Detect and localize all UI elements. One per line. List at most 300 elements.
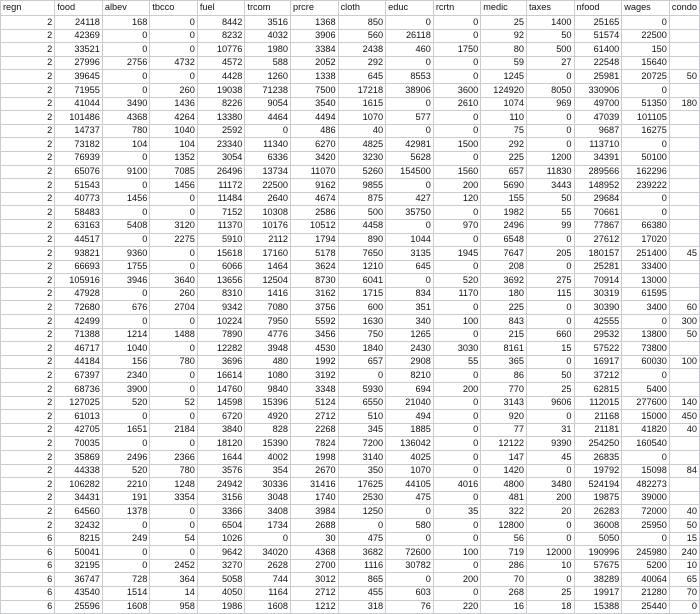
cell-albev[interactable]: 1378 xyxy=(102,505,149,519)
cell-prcre[interactable]: 8730 xyxy=(291,274,339,288)
cell-medic[interactable]: 56 xyxy=(481,532,527,546)
cell-wages[interactable]: 3400 xyxy=(622,301,670,315)
cell-prcre[interactable]: 5178 xyxy=(291,247,339,261)
cell-regn[interactable]: 6 xyxy=(1,532,55,546)
cell-rcrtn[interactable]: 220 xyxy=(433,600,480,614)
cell-tbcco[interactable]: 364 xyxy=(150,573,197,587)
cell-food[interactable]: 71955 xyxy=(55,83,103,97)
cell-regn[interactable]: 2 xyxy=(1,491,55,505)
cell-condo[interactable] xyxy=(669,124,699,138)
cell-condo[interactable]: 45 xyxy=(669,247,699,261)
cell-albev[interactable]: 0 xyxy=(102,43,149,57)
cell-regn[interactable]: 2 xyxy=(1,315,55,329)
cell-taxes[interactable]: 50 xyxy=(526,29,574,43)
cell-wages[interactable]: 0 xyxy=(622,16,670,30)
cell-tbcco[interactable]: 0 xyxy=(150,192,197,206)
cell-taxes[interactable]: 12000 xyxy=(526,546,574,560)
cell-nfood[interactable]: 113710 xyxy=(574,138,622,152)
cell-fuel[interactable]: 11172 xyxy=(197,179,245,193)
cell-fuel[interactable]: 1026 xyxy=(197,532,245,546)
cell-tbcco[interactable]: 0 xyxy=(150,43,197,57)
cell-trcom[interactable]: 3948 xyxy=(245,342,291,356)
cell-condo[interactable] xyxy=(669,437,699,451)
cell-wages[interactable]: 0 xyxy=(622,192,670,206)
cell-albev[interactable]: 156 xyxy=(102,355,149,369)
cell-albev[interactable]: 0 xyxy=(102,70,149,84)
cell-regn[interactable]: 2 xyxy=(1,287,55,301)
cell-cloth[interactable]: 865 xyxy=(338,573,386,587)
cell-regn[interactable]: 2 xyxy=(1,124,55,138)
cell-medic[interactable]: 75 xyxy=(481,124,527,138)
cell-condo[interactable] xyxy=(669,111,699,125)
cell-educ[interactable]: 0 xyxy=(386,274,434,288)
cell-taxes[interactable]: 31 xyxy=(526,423,574,437)
cell-educ[interactable]: 0 xyxy=(386,532,434,546)
cell-condo[interactable] xyxy=(669,179,699,193)
cell-fuel[interactable]: 5910 xyxy=(197,233,245,247)
cell-nfood[interactable]: 25981 xyxy=(574,70,622,84)
cell-prcre[interactable]: 31416 xyxy=(291,478,339,492)
cell-trcom[interactable]: 71238 xyxy=(245,83,291,97)
cell-nfood[interactable]: 57522 xyxy=(574,342,622,356)
cell-food[interactable]: 44517 xyxy=(55,233,103,247)
cell-fuel[interactable]: 6504 xyxy=(197,518,245,532)
cell-rcrtn[interactable]: 0 xyxy=(433,233,480,247)
cell-trcom[interactable]: 17160 xyxy=(245,247,291,261)
cell-medic[interactable]: 3692 xyxy=(481,274,527,288)
cell-medic[interactable]: 920 xyxy=(481,410,527,424)
cell-tbcco[interactable]: 0 xyxy=(150,16,197,30)
cell-nfood[interactable]: 21168 xyxy=(574,410,622,424)
column-header-albev[interactable]: albev xyxy=(102,1,149,16)
cell-trcom[interactable]: 1464 xyxy=(245,260,291,274)
column-header-medic[interactable]: medic xyxy=(481,1,527,16)
cell-educ[interactable]: 1885 xyxy=(386,423,434,437)
cell-tbcco[interactable]: 2452 xyxy=(150,559,197,573)
cell-trcom[interactable]: 7950 xyxy=(245,315,291,329)
cell-rcrtn[interactable]: 1945 xyxy=(433,247,480,261)
cell-fuel[interactable]: 14598 xyxy=(197,396,245,410)
cell-nfood[interactable]: 148952 xyxy=(574,179,622,193)
cell-nfood[interactable]: 77867 xyxy=(574,219,622,233)
cell-regn[interactable]: 2 xyxy=(1,233,55,247)
cell-fuel[interactable]: 4050 xyxy=(197,586,245,600)
cell-nfood[interactable]: 47039 xyxy=(574,111,622,125)
cell-prcre[interactable]: 486 xyxy=(291,124,339,138)
cell-regn[interactable]: 2 xyxy=(1,355,55,369)
cell-tbcco[interactable]: 260 xyxy=(150,83,197,97)
cell-trcom[interactable]: 34020 xyxy=(245,546,291,560)
cell-trcom[interactable]: 15390 xyxy=(245,437,291,451)
cell-condo[interactable] xyxy=(669,206,699,220)
cell-food[interactable]: 64560 xyxy=(55,505,103,519)
cell-rcrtn[interactable]: 1170 xyxy=(433,287,480,301)
cell-cloth[interactable]: 40 xyxy=(338,124,386,138)
cell-educ[interactable]: 351 xyxy=(386,301,434,315)
cell-fuel[interactable]: 2592 xyxy=(197,124,245,138)
cell-educ[interactable]: 603 xyxy=(386,586,434,600)
cell-food[interactable]: 58483 xyxy=(55,206,103,220)
cell-prcre[interactable]: 5124 xyxy=(291,396,339,410)
cell-taxes[interactable]: 3443 xyxy=(526,179,574,193)
cell-wages[interactable]: 0 xyxy=(622,451,670,465)
cell-tbcco[interactable]: 3120 xyxy=(150,219,197,233)
cell-taxes[interactable]: 15 xyxy=(526,342,574,356)
cell-rcrtn[interactable]: 4016 xyxy=(433,478,480,492)
cell-food[interactable]: 106282 xyxy=(55,478,103,492)
cell-albev[interactable]: 520 xyxy=(102,464,149,478)
cell-nfood[interactable]: 29684 xyxy=(574,192,622,206)
cell-rcrtn[interactable]: 3030 xyxy=(433,342,480,356)
cell-regn[interactable]: 2 xyxy=(1,206,55,220)
cell-condo[interactable]: 84 xyxy=(669,464,699,478)
cell-albev[interactable]: 4368 xyxy=(102,111,149,125)
cell-albev[interactable]: 0 xyxy=(102,206,149,220)
cell-albev[interactable]: 3900 xyxy=(102,383,149,397)
cell-educ[interactable]: 0 xyxy=(386,97,434,111)
cell-prcre[interactable]: 3348 xyxy=(291,383,339,397)
cell-trcom[interactable]: 1608 xyxy=(245,600,291,614)
cell-prcre[interactable]: 2052 xyxy=(291,56,339,70)
cell-educ[interactable]: 3135 xyxy=(386,247,434,261)
cell-condo[interactable]: 15 xyxy=(669,532,699,546)
cell-tbcco[interactable]: 1248 xyxy=(150,478,197,492)
cell-fuel[interactable]: 26496 xyxy=(197,165,245,179)
cell-medic[interactable]: 86 xyxy=(481,369,527,383)
cell-wages[interactable]: 25440 xyxy=(622,600,670,614)
cell-rcrtn[interactable]: 0 xyxy=(433,56,480,70)
cell-educ[interactable]: 0 xyxy=(386,573,434,587)
cell-educ[interactable]: 4025 xyxy=(386,451,434,465)
cell-condo[interactable]: 50 xyxy=(669,70,699,84)
cell-tbcco[interactable]: 958 xyxy=(150,600,197,614)
cell-medic[interactable]: 7647 xyxy=(481,247,527,261)
cell-fuel[interactable]: 13380 xyxy=(197,111,245,125)
cell-taxes[interactable]: 10 xyxy=(526,559,574,573)
cell-trcom[interactable]: 13734 xyxy=(245,165,291,179)
cell-albev[interactable]: 0 xyxy=(102,233,149,247)
cell-medic[interactable]: 268 xyxy=(481,586,527,600)
cell-wages[interactable]: 13000 xyxy=(622,274,670,288)
cell-fuel[interactable]: 3576 xyxy=(197,464,245,478)
column-header-rcrtn[interactable]: rcrtn xyxy=(433,1,480,16)
cell-trcom[interactable]: 22500 xyxy=(245,179,291,193)
cell-tbcco[interactable]: 4264 xyxy=(150,111,197,125)
cell-educ[interactable]: 0 xyxy=(386,124,434,138)
cell-wages[interactable]: 22500 xyxy=(622,29,670,43)
cell-regn[interactable]: 6 xyxy=(1,586,55,600)
cell-educ[interactable]: 0 xyxy=(386,56,434,70)
cell-educ[interactable]: 0 xyxy=(386,219,434,233)
cell-wages[interactable]: 0 xyxy=(622,138,670,152)
cell-rcrtn[interactable]: 100 xyxy=(433,546,480,560)
cell-prcre[interactable]: 2586 xyxy=(291,206,339,220)
cell-tbcco[interactable]: 0 xyxy=(150,29,197,43)
cell-educ[interactable]: 0 xyxy=(386,179,434,193)
cell-prcre[interactable]: 2712 xyxy=(291,586,339,600)
cell-prcre[interactable]: 3624 xyxy=(291,260,339,274)
cell-rcrtn[interactable]: 200 xyxy=(433,179,480,193)
cell-regn[interactable]: 2 xyxy=(1,410,55,424)
column-header-nfood[interactable]: nfood xyxy=(574,1,622,16)
cell-fuel[interactable]: 18120 xyxy=(197,437,245,451)
cell-medic[interactable]: 92 xyxy=(481,29,527,43)
cell-food[interactable]: 72680 xyxy=(55,301,103,315)
cell-cloth[interactable]: 2438 xyxy=(338,43,386,57)
cell-nfood[interactable]: 5050 xyxy=(574,532,622,546)
cell-wages[interactable]: 5200 xyxy=(622,559,670,573)
cell-taxes[interactable]: 0 xyxy=(526,355,574,369)
cell-albev[interactable]: 0 xyxy=(102,315,149,329)
cell-albev[interactable]: 1040 xyxy=(102,342,149,356)
cell-taxes[interactable]: 0 xyxy=(526,260,574,274)
cell-medic[interactable]: 80 xyxy=(481,43,527,57)
cell-rcrtn[interactable]: 0 xyxy=(433,369,480,383)
cell-trcom[interactable]: 3048 xyxy=(245,491,291,505)
cell-educ[interactable]: 580 xyxy=(386,518,434,532)
cell-fuel[interactable]: 14760 xyxy=(197,383,245,397)
cell-educ[interactable]: 35750 xyxy=(386,206,434,220)
cell-tbcco[interactable]: 2184 xyxy=(150,423,197,437)
cell-regn[interactable]: 2 xyxy=(1,111,55,125)
cell-condo[interactable] xyxy=(669,56,699,70)
cell-trcom[interactable]: 10308 xyxy=(245,206,291,220)
cell-food[interactable]: 24118 xyxy=(55,16,103,30)
cell-wages[interactable]: 245980 xyxy=(622,546,670,560)
column-header-educ[interactable]: educ xyxy=(386,1,434,16)
cell-wages[interactable]: 150 xyxy=(622,43,670,57)
cell-fuel[interactable]: 4572 xyxy=(197,56,245,70)
cell-fuel[interactable]: 11484 xyxy=(197,192,245,206)
cell-rcrtn[interactable]: 970 xyxy=(433,219,480,233)
column-header-food[interactable]: food xyxy=(55,1,103,16)
cell-regn[interactable]: 2 xyxy=(1,518,55,532)
cell-rcrtn[interactable]: 0 xyxy=(433,518,480,532)
cell-educ[interactable]: 5628 xyxy=(386,151,434,165)
cell-medic[interactable]: 286 xyxy=(481,559,527,573)
cell-taxes[interactable]: 0 xyxy=(526,124,574,138)
cell-nfood[interactable]: 26283 xyxy=(574,505,622,519)
cell-trcom[interactable]: 12504 xyxy=(245,274,291,288)
cell-regn[interactable]: 2 xyxy=(1,451,55,465)
cell-condo[interactable]: 50 xyxy=(669,518,699,532)
cell-fuel[interactable]: 24942 xyxy=(197,478,245,492)
cell-cloth[interactable]: 3230 xyxy=(338,151,386,165)
cell-medic[interactable]: 225 xyxy=(481,301,527,315)
cell-nfood[interactable]: 21181 xyxy=(574,423,622,437)
cell-condo[interactable]: 100 xyxy=(669,355,699,369)
cell-tbcco[interactable]: 0 xyxy=(150,546,197,560)
cell-taxes[interactable]: 660 xyxy=(526,328,574,342)
cell-fuel[interactable]: 7152 xyxy=(197,206,245,220)
cell-nfood[interactable]: 289566 xyxy=(574,165,622,179)
cell-tbcco[interactable]: 54 xyxy=(150,532,197,546)
cell-prcre[interactable]: 3420 xyxy=(291,151,339,165)
cell-tbcco[interactable]: 0 xyxy=(150,206,197,220)
cell-food[interactable]: 34431 xyxy=(55,491,103,505)
cell-prcre[interactable]: 1368 xyxy=(291,16,339,30)
cell-tbcco[interactable]: 1436 xyxy=(150,97,197,111)
cell-condo[interactable]: 300 xyxy=(669,315,699,329)
cell-tbcco[interactable]: 0 xyxy=(150,518,197,532)
cell-trcom[interactable]: 4920 xyxy=(245,410,291,424)
cell-trcom[interactable]: 3516 xyxy=(245,16,291,30)
cell-nfood[interactable]: 51574 xyxy=(574,29,622,43)
cell-fuel[interactable]: 1644 xyxy=(197,451,245,465)
cell-educ[interactable]: 0 xyxy=(386,16,434,30)
cell-educ[interactable]: 38906 xyxy=(386,83,434,97)
cell-tbcco[interactable]: 0 xyxy=(150,342,197,356)
cell-food[interactable]: 42369 xyxy=(55,29,103,43)
cell-regn[interactable]: 2 xyxy=(1,192,55,206)
cell-nfood[interactable]: 19792 xyxy=(574,464,622,478)
cell-fuel[interactable]: 13656 xyxy=(197,274,245,288)
cell-rcrtn[interactable]: 0 xyxy=(433,29,480,43)
cell-educ[interactable]: 577 xyxy=(386,111,434,125)
cell-regn[interactable]: 2 xyxy=(1,97,55,111)
cell-medic[interactable]: 843 xyxy=(481,315,527,329)
cell-taxes[interactable]: 115 xyxy=(526,287,574,301)
cell-trcom[interactable]: 2112 xyxy=(245,233,291,247)
cell-regn[interactable]: 2 xyxy=(1,16,55,30)
cell-rcrtn[interactable]: 0 xyxy=(433,206,480,220)
cell-taxes[interactable]: 55 xyxy=(526,206,574,220)
cell-food[interactable]: 67397 xyxy=(55,369,103,383)
cell-condo[interactable] xyxy=(669,383,699,397)
cell-regn[interactable]: 2 xyxy=(1,301,55,315)
cell-wages[interactable]: 160540 xyxy=(622,437,670,451)
cell-cloth[interactable]: 600 xyxy=(338,301,386,315)
cell-taxes[interactable]: 0 xyxy=(526,315,574,329)
cell-regn[interactable]: 2 xyxy=(1,29,55,43)
cell-cloth[interactable]: 475 xyxy=(338,532,386,546)
cell-taxes[interactable]: 0 xyxy=(526,532,574,546)
cell-prcre[interactable]: 1794 xyxy=(291,233,339,247)
cell-educ[interactable]: 42981 xyxy=(386,138,434,152)
cell-educ[interactable]: 26118 xyxy=(386,29,434,43)
cell-nfood[interactable]: 112015 xyxy=(574,396,622,410)
cell-albev[interactable]: 2340 xyxy=(102,369,149,383)
cell-trcom[interactable]: 1260 xyxy=(245,70,291,84)
cell-taxes[interactable]: 0 xyxy=(526,573,574,587)
cell-condo[interactable]: 40 xyxy=(669,423,699,437)
cell-fuel[interactable]: 3840 xyxy=(197,423,245,437)
cell-rcrtn[interactable]: 1500 xyxy=(433,138,480,152)
cell-educ[interactable]: 136042 xyxy=(386,437,434,451)
cell-medic[interactable]: 322 xyxy=(481,505,527,519)
cell-educ[interactable]: 8553 xyxy=(386,70,434,84)
cell-prcre[interactable]: 3012 xyxy=(291,573,339,587)
cell-cloth[interactable]: 0 xyxy=(338,518,386,532)
column-header-tbcco[interactable]: tbcco xyxy=(150,1,197,16)
cell-trcom[interactable]: 1980 xyxy=(245,43,291,57)
cell-rcrtn[interactable]: 0 xyxy=(433,423,480,437)
cell-educ[interactable]: 645 xyxy=(386,260,434,274)
cell-condo[interactable]: 65 xyxy=(669,573,699,587)
cell-medic[interactable]: 147 xyxy=(481,451,527,465)
cell-cloth[interactable]: 3682 xyxy=(338,546,386,560)
cell-educ[interactable]: 694 xyxy=(386,383,434,397)
cell-albev[interactable]: 9360 xyxy=(102,247,149,261)
cell-wages[interactable]: 21280 xyxy=(622,586,670,600)
cell-albev[interactable]: 104 xyxy=(102,138,149,152)
cell-educ[interactable]: 834 xyxy=(386,287,434,301)
cell-cloth[interactable]: 560 xyxy=(338,29,386,43)
cell-cloth[interactable]: 1615 xyxy=(338,97,386,111)
cell-regn[interactable]: 2 xyxy=(1,328,55,342)
cell-taxes[interactable]: 275 xyxy=(526,274,574,288)
cell-regn[interactable]: 6 xyxy=(1,600,55,614)
cell-nfood[interactable]: 15388 xyxy=(574,600,622,614)
cell-tbcco[interactable]: 2275 xyxy=(150,233,197,247)
cell-trcom[interactable]: 2628 xyxy=(245,559,291,573)
cell-regn[interactable]: 2 xyxy=(1,274,55,288)
cell-rcrtn[interactable]: 0 xyxy=(433,396,480,410)
cell-fuel[interactable]: 6066 xyxy=(197,260,245,274)
column-header-prcre[interactable]: prcre xyxy=(291,1,339,16)
cell-albev[interactable]: 728 xyxy=(102,573,149,587)
cell-educ[interactable]: 1044 xyxy=(386,233,434,247)
cell-wages[interactable]: 73800 xyxy=(622,342,670,356)
cell-fuel[interactable]: 8232 xyxy=(197,29,245,43)
cell-rcrtn[interactable]: 0 xyxy=(433,260,480,274)
cell-tbcco[interactable]: 4732 xyxy=(150,56,197,70)
cell-condo[interactable]: 140 xyxy=(669,396,699,410)
cell-medic[interactable]: 110 xyxy=(481,111,527,125)
cell-cloth[interactable]: 17218 xyxy=(338,83,386,97)
cell-taxes[interactable]: 27 xyxy=(526,56,574,70)
cell-cloth[interactable]: 5260 xyxy=(338,165,386,179)
cell-wages[interactable]: 20725 xyxy=(622,70,670,84)
cell-fuel[interactable]: 9642 xyxy=(197,546,245,560)
cell-medic[interactable]: 2496 xyxy=(481,219,527,233)
cell-educ[interactable]: 72600 xyxy=(386,546,434,560)
cell-educ[interactable]: 8210 xyxy=(386,369,434,383)
cell-wages[interactable]: 277600 xyxy=(622,396,670,410)
cell-taxes[interactable]: 50 xyxy=(526,369,574,383)
cell-regn[interactable]: 2 xyxy=(1,396,55,410)
cell-wages[interactable]: 72000 xyxy=(622,505,670,519)
cell-rcrtn[interactable]: 0 xyxy=(433,328,480,342)
cell-taxes[interactable]: 0 xyxy=(526,464,574,478)
cell-rcrtn[interactable]: 0 xyxy=(433,451,480,465)
column-header-fuel[interactable]: fuel xyxy=(197,1,245,16)
cell-wages[interactable]: 239222 xyxy=(622,179,670,193)
cell-trcom[interactable]: 9054 xyxy=(245,97,291,111)
cell-cloth[interactable]: 3140 xyxy=(338,451,386,465)
cell-taxes[interactable]: 0 xyxy=(526,518,574,532)
cell-wages[interactable]: 0 xyxy=(622,369,670,383)
cell-food[interactable]: 25596 xyxy=(55,600,103,614)
cell-regn[interactable]: 2 xyxy=(1,138,55,152)
cell-educ[interactable]: 30782 xyxy=(386,559,434,573)
cell-food[interactable]: 42499 xyxy=(55,315,103,329)
cell-medic[interactable]: 180 xyxy=(481,287,527,301)
cell-rcrtn[interactable]: 55 xyxy=(433,355,480,369)
cell-medic[interactable]: 25 xyxy=(481,16,527,30)
column-header-taxes[interactable]: taxes xyxy=(526,1,574,16)
cell-trcom[interactable]: 10176 xyxy=(245,219,291,233)
cell-taxes[interactable]: 0 xyxy=(526,301,574,315)
cell-cloth[interactable]: 292 xyxy=(338,56,386,70)
cell-taxes[interactable]: 11830 xyxy=(526,165,574,179)
cell-albev[interactable]: 0 xyxy=(102,518,149,532)
cell-food[interactable]: 46717 xyxy=(55,342,103,356)
cell-tbcco[interactable]: 2704 xyxy=(150,301,197,315)
cell-medic[interactable]: 5690 xyxy=(481,179,527,193)
cell-food[interactable]: 44184 xyxy=(55,355,103,369)
cell-prcre[interactable]: 5592 xyxy=(291,315,339,329)
